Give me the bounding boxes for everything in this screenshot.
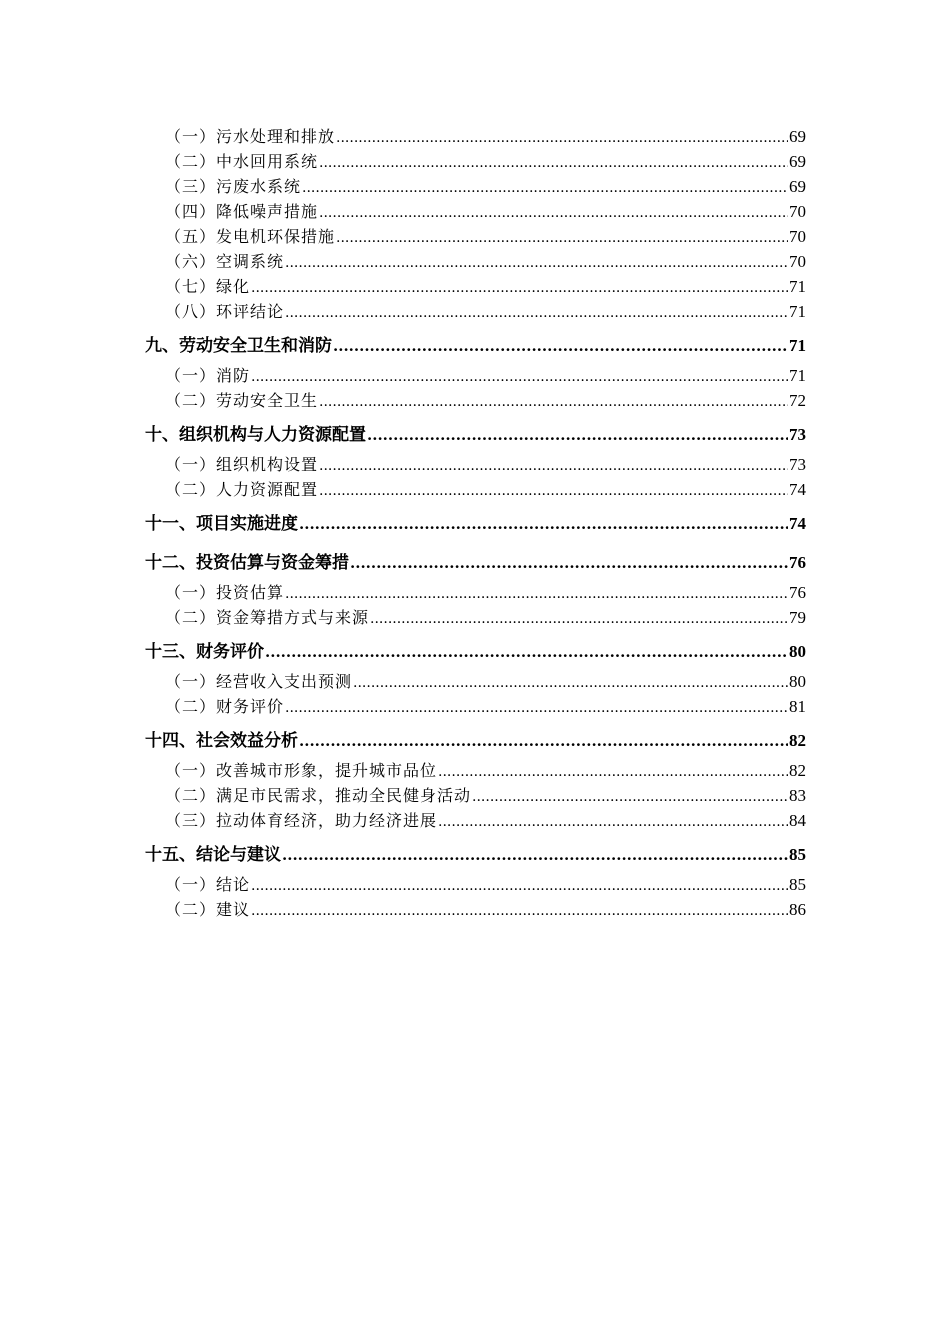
toc-page-number: 83 bbox=[789, 786, 806, 805]
toc-entry-title: （四）降低噪声措施 bbox=[165, 202, 319, 221]
toc-section-entry[interactable] bbox=[145, 149, 806, 174]
toc-page-number: 85 bbox=[789, 845, 806, 864]
toc-page-number: 69 bbox=[789, 152, 806, 171]
toc-page-number: 84 bbox=[789, 811, 806, 830]
toc-entry-title: （一）组织机构设置 bbox=[165, 455, 319, 474]
toc-entry-title: 十一、项目实施进度 bbox=[145, 514, 298, 534]
toc-page-number: 70 bbox=[789, 252, 806, 271]
toc-dot-leader bbox=[285, 580, 788, 605]
toc-dot-leader bbox=[251, 363, 788, 388]
toc-section-entry[interactable] bbox=[145, 580, 806, 605]
toc-dot-leader bbox=[251, 897, 788, 922]
toc-entry-title: （三）拉动体育经济，助力经济进展 bbox=[165, 811, 438, 830]
toc-dot-leader bbox=[370, 605, 788, 630]
toc-page-number: 80 bbox=[789, 672, 806, 691]
toc-entry-title: 十四、社会效益分析 bbox=[145, 731, 298, 751]
toc-page-number: 70 bbox=[789, 227, 806, 246]
toc-entry-title: （一）污水处理和排放 bbox=[165, 127, 336, 146]
toc-dot-leader bbox=[438, 808, 788, 833]
toc-entry-title: （二）财务评价 bbox=[165, 697, 285, 716]
toc-section-entry[interactable] bbox=[145, 249, 806, 274]
toc-page-number: 85 bbox=[789, 875, 806, 894]
toc-dot-leader bbox=[336, 224, 788, 249]
toc-entry-title: （二）资金筹措方式与来源 bbox=[165, 608, 370, 627]
toc-page-number: 82 bbox=[789, 731, 806, 750]
toc-entry-title: 十、组织机构与人力资源配置 bbox=[145, 425, 366, 445]
toc-dot-leader bbox=[299, 724, 788, 758]
toc-dot-leader bbox=[251, 274, 788, 299]
toc-page-number: 72 bbox=[789, 391, 806, 410]
toc-dot-leader bbox=[302, 174, 788, 199]
toc-entry-title: 九、劳动安全卫生和消防 bbox=[145, 336, 332, 356]
toc-chapter-entry[interactable] bbox=[145, 329, 806, 363]
toc-page-number: 74 bbox=[789, 514, 806, 533]
toc-page-number: 73 bbox=[789, 455, 806, 474]
toc-dot-leader bbox=[299, 507, 788, 541]
toc-section-entry[interactable] bbox=[145, 124, 806, 149]
toc-dot-leader bbox=[472, 783, 788, 808]
toc-entry-title: （一）经营收入支出预测 bbox=[165, 672, 353, 691]
toc-page-number: 71 bbox=[789, 277, 806, 296]
toc-page-number: 71 bbox=[789, 336, 806, 355]
toc-section-entry[interactable] bbox=[145, 299, 806, 324]
toc-entry-title: （二）中水回用系统 bbox=[165, 152, 319, 171]
toc-entry-title: （二）建议 bbox=[165, 900, 251, 919]
toc-section-entry[interactable] bbox=[145, 897, 806, 922]
toc-dot-leader bbox=[319, 388, 788, 413]
toc-chapter-entry[interactable] bbox=[145, 838, 806, 872]
toc-section-entry[interactable] bbox=[145, 452, 806, 477]
toc-entry-title: （六）空调系统 bbox=[165, 252, 285, 271]
toc-dot-leader bbox=[350, 546, 788, 580]
toc-chapter-entry[interactable] bbox=[145, 724, 806, 758]
toc-dot-leader bbox=[367, 418, 788, 452]
toc-entry-title: （五）发电机环保措施 bbox=[165, 227, 336, 246]
toc-dot-leader bbox=[265, 635, 788, 669]
toc-entry-title: 十三、财务评价 bbox=[145, 642, 264, 662]
toc-entry-title: （一）消防 bbox=[165, 366, 251, 385]
toc-dot-leader bbox=[319, 452, 788, 477]
toc-section-entry[interactable] bbox=[145, 872, 806, 897]
toc-section-entry[interactable] bbox=[145, 605, 806, 630]
table-of-contents bbox=[145, 124, 806, 922]
toc-page-number: 71 bbox=[789, 366, 806, 385]
toc-entry-title: （一）改善城市形象，提升城市品位 bbox=[165, 761, 438, 780]
toc-entry-title: 十五、结论与建议 bbox=[145, 845, 281, 865]
toc-dot-leader bbox=[319, 477, 788, 502]
toc-entry-title: 十二、投资估算与资金筹措 bbox=[145, 553, 349, 573]
toc-page-number: 79 bbox=[789, 608, 806, 627]
toc-entry-title: （三）污废水系统 bbox=[165, 177, 302, 196]
toc-section-entry[interactable] bbox=[145, 224, 806, 249]
toc-entry-title: （一）结论 bbox=[165, 875, 251, 894]
toc-entry-title: （一）投资估算 bbox=[165, 583, 285, 602]
toc-page-number: 86 bbox=[789, 900, 806, 919]
toc-page-number: 69 bbox=[789, 127, 806, 146]
toc-dot-leader bbox=[282, 838, 788, 872]
toc-section-entry[interactable] bbox=[145, 808, 806, 833]
toc-section-entry[interactable] bbox=[145, 199, 806, 224]
toc-page-number: 76 bbox=[789, 553, 806, 572]
toc-dot-leader bbox=[336, 124, 788, 149]
toc-section-entry[interactable] bbox=[145, 274, 806, 299]
toc-page-number: 73 bbox=[789, 425, 806, 444]
toc-page-number: 76 bbox=[789, 583, 806, 602]
toc-dot-leader bbox=[319, 149, 788, 174]
toc-chapter-entry[interactable] bbox=[145, 546, 806, 580]
toc-section-entry[interactable] bbox=[145, 758, 806, 783]
toc-dot-leader bbox=[285, 299, 788, 324]
toc-page-number: 81 bbox=[789, 697, 806, 716]
toc-dot-leader bbox=[285, 249, 788, 274]
toc-section-entry[interactable] bbox=[145, 388, 806, 413]
toc-entry-title: （八）环评结论 bbox=[165, 302, 285, 321]
toc-section-entry[interactable] bbox=[145, 174, 806, 199]
toc-dot-leader bbox=[285, 694, 788, 719]
toc-entry-title: （二）劳动安全卫生 bbox=[165, 391, 319, 410]
toc-section-entry[interactable] bbox=[145, 477, 806, 502]
toc-dot-leader bbox=[333, 329, 788, 363]
toc-entry-title: （二）满足市民需求，推动全民健身活动 bbox=[165, 786, 472, 805]
toc-page-number: 70 bbox=[789, 202, 806, 221]
toc-page-number: 74 bbox=[789, 480, 806, 499]
toc-page-number: 71 bbox=[789, 302, 806, 321]
toc-section-entry[interactable] bbox=[145, 694, 806, 719]
toc-entry-title: （二）人力资源配置 bbox=[165, 480, 319, 499]
toc-page-number: 80 bbox=[789, 642, 806, 661]
toc-dot-leader bbox=[319, 199, 788, 224]
toc-dot-leader bbox=[251, 872, 788, 897]
toc-dot-leader bbox=[353, 669, 788, 694]
toc-section-entry[interactable] bbox=[145, 669, 806, 694]
toc-section-entry[interactable] bbox=[145, 783, 806, 808]
toc-entry-title: （七）绿化 bbox=[165, 277, 251, 296]
toc-chapter-entry[interactable] bbox=[145, 418, 806, 452]
toc-section-entry[interactable] bbox=[145, 363, 806, 388]
toc-dot-leader bbox=[438, 758, 788, 783]
toc-chapter-entry[interactable] bbox=[145, 635, 806, 669]
toc-page-number: 69 bbox=[789, 177, 806, 196]
toc-chapter-entry[interactable] bbox=[145, 507, 806, 541]
toc-page-number: 82 bbox=[789, 761, 806, 780]
